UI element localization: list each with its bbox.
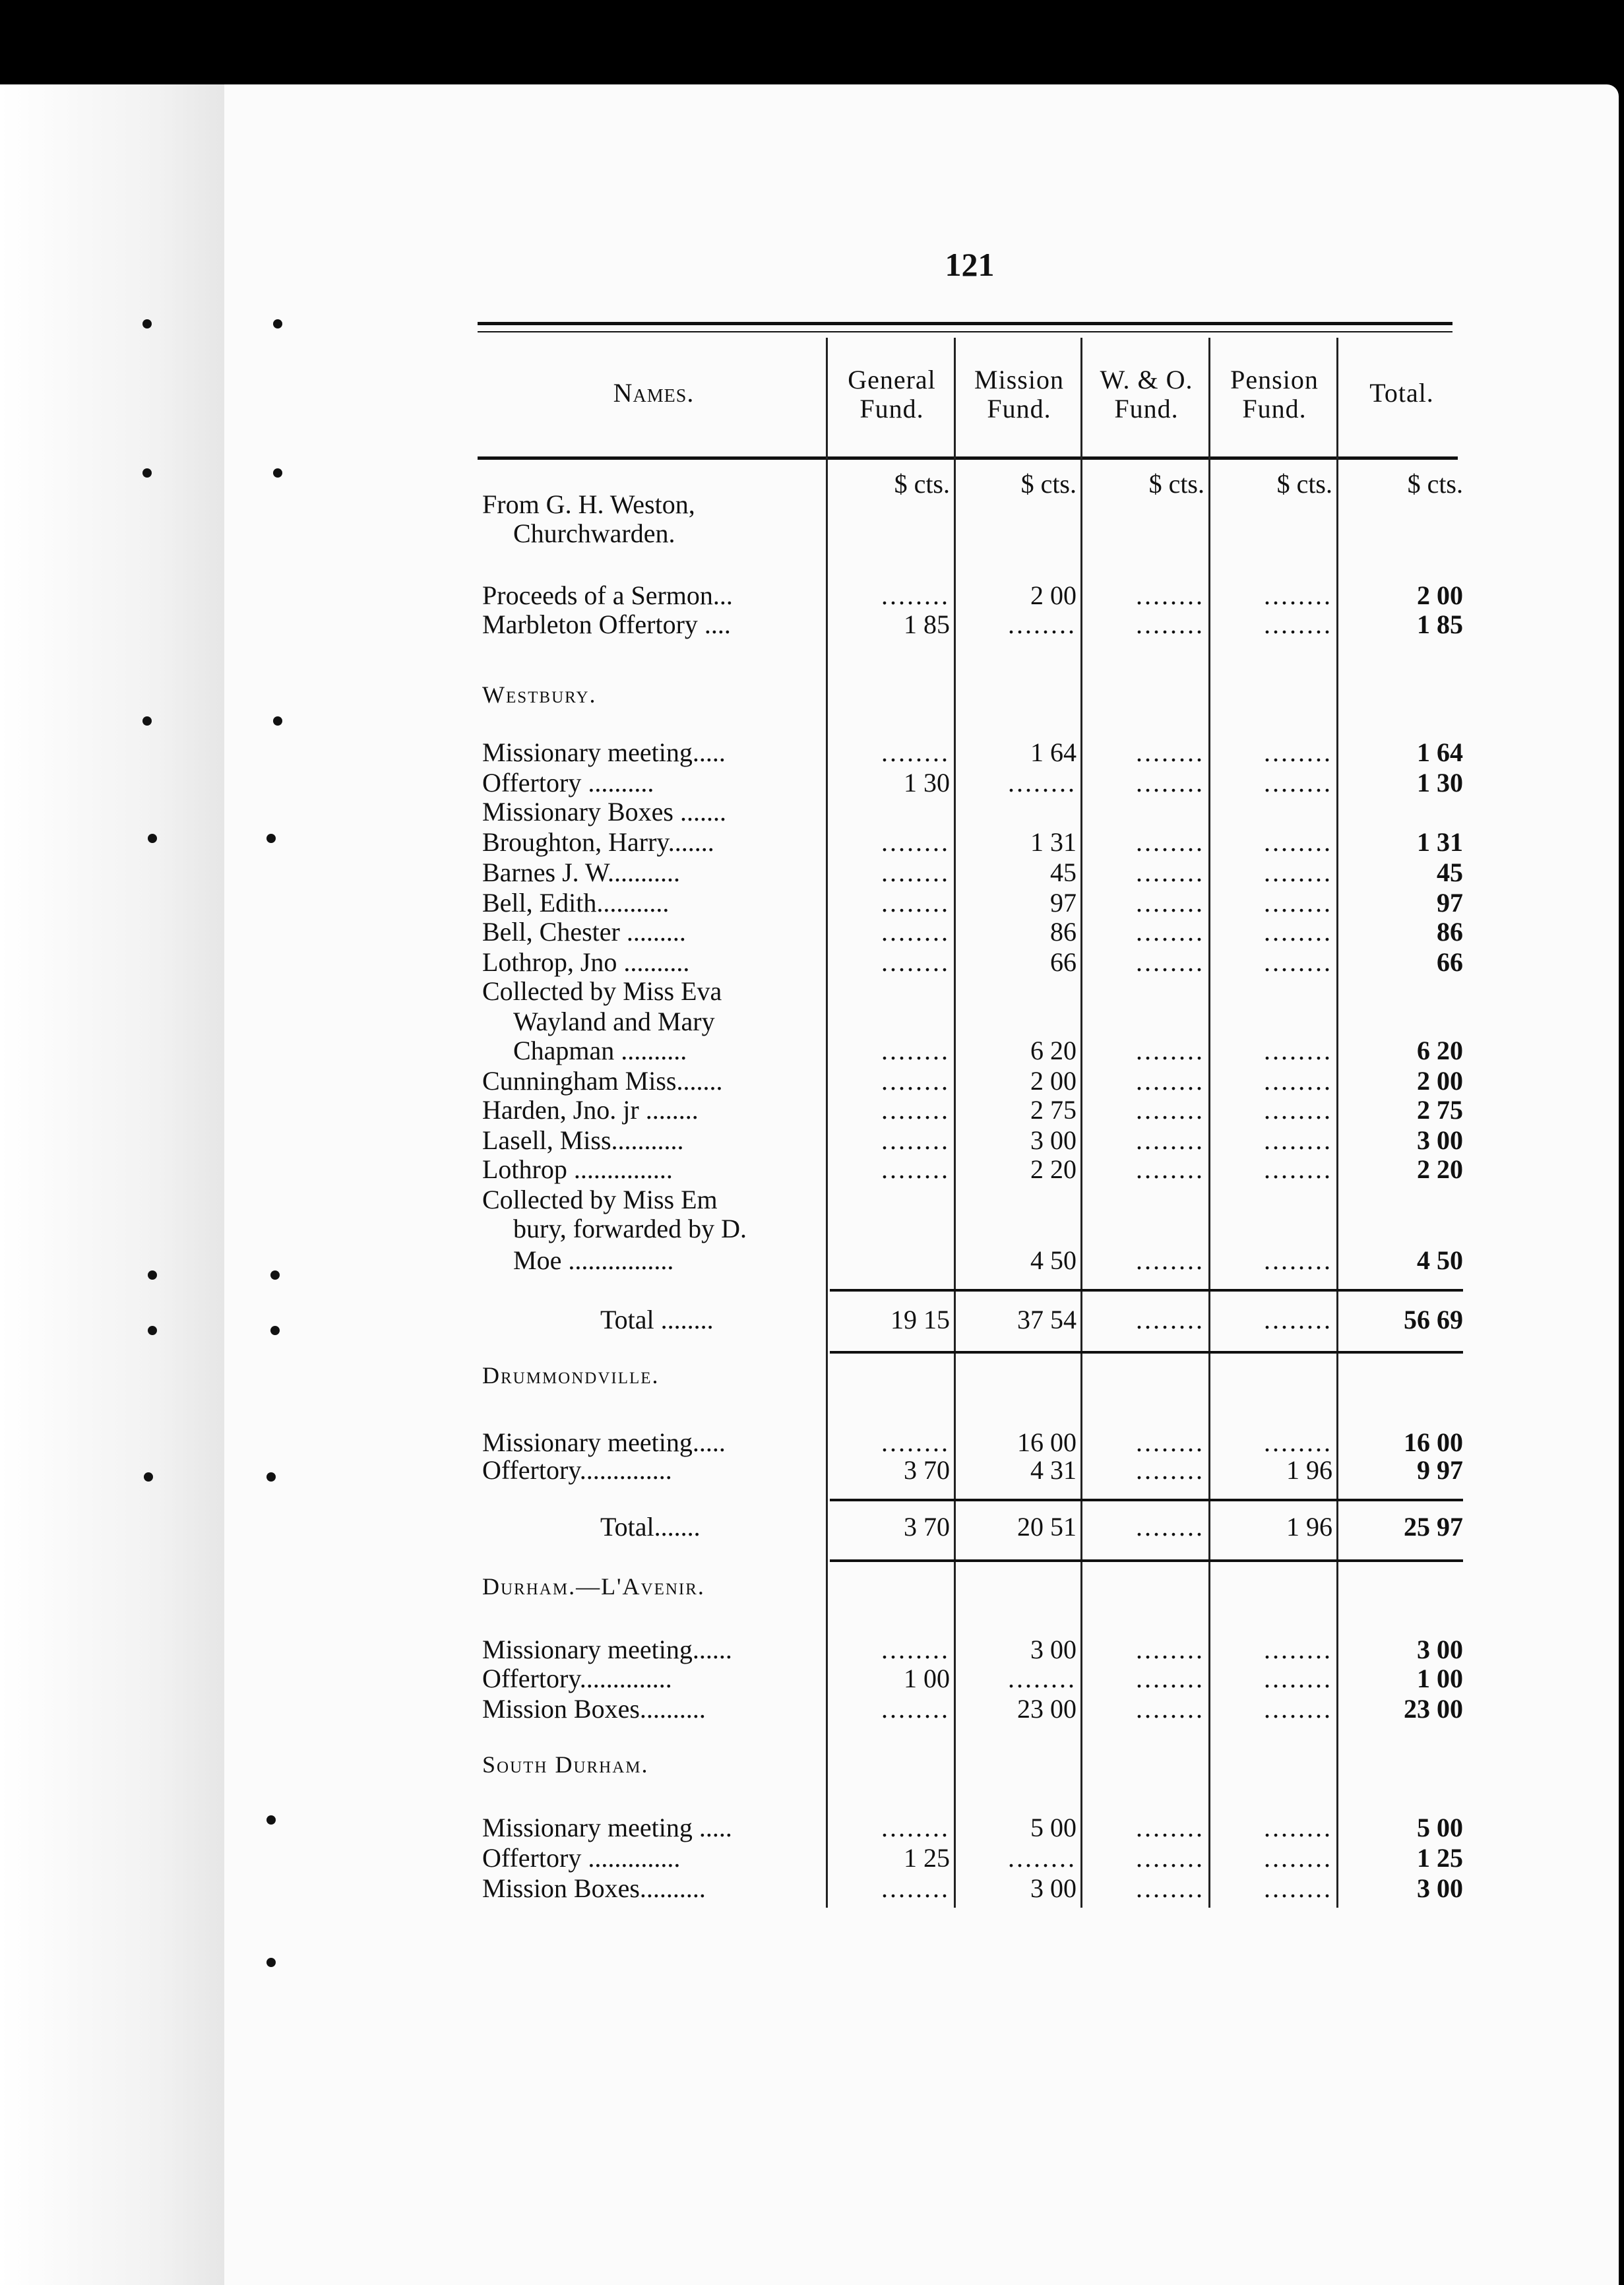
row-name: Lasell, Miss........... <box>482 1125 684 1155</box>
cell-pension: 1 96 <box>1286 1512 1332 1542</box>
cell-wo: ........ <box>1136 1455 1204 1485</box>
cell-total: 2 00 <box>1417 580 1463 610</box>
cell-mission: 2 20 <box>1030 1154 1077 1184</box>
cell-pension: ........ <box>1264 1305 1332 1334</box>
cell-pension: ........ <box>1264 580 1332 610</box>
row-name: Collected by Miss Em <box>482 1185 718 1214</box>
row-name: Missionary Boxes ....... <box>482 797 726 827</box>
row-name: Bell, Edith........... <box>482 888 670 918</box>
header-total: Total. <box>1369 378 1434 408</box>
header-general-fund: General Fund. <box>848 365 936 423</box>
cell-mission: 16 00 <box>1017 1427 1077 1457</box>
cell-mission: 5 00 <box>1030 1813 1077 1842</box>
table-row <box>0 1305 1624 1335</box>
cell-mission: 2 00 <box>1030 1066 1077 1096</box>
cts-pension: $ cts. <box>1276 469 1332 499</box>
cell-wo: ........ <box>1136 1664 1204 1693</box>
cell-mission: 37 54 <box>1017 1305 1077 1334</box>
table-row <box>0 768 1624 798</box>
section-drummondville: Drummondville. <box>482 1362 660 1389</box>
cell-mission: 3 00 <box>1030 1635 1077 1664</box>
table-row <box>0 1125 1624 1156</box>
table-row <box>0 489 1624 520</box>
row-name: bury, forwarded by D. <box>513 1214 747 1243</box>
table-row <box>0 518 1624 549</box>
header-pension-fund: Pension Fund. <box>1230 365 1319 423</box>
cell-wo: ........ <box>1136 1512 1204 1542</box>
table-row <box>0 1036 1624 1066</box>
cell-wo: ........ <box>1136 827 1204 857</box>
table-row <box>0 1843 1624 1873</box>
cell-total: 5 00 <box>1417 1813 1463 1842</box>
cell-pension: ........ <box>1264 737 1332 767</box>
section-durham: Durham.—L'Avenir. <box>482 1573 705 1600</box>
cell-pension: ........ <box>1264 1066 1332 1096</box>
cell-total: 2 20 <box>1417 1154 1463 1184</box>
cell-mission: 66 <box>1050 947 1077 977</box>
binding-hole <box>142 468 152 478</box>
row-name: Mission Boxes.......... <box>482 1694 706 1724</box>
binding-hole <box>273 716 282 726</box>
cell-wo: ........ <box>1136 1427 1204 1457</box>
cell-wo: ........ <box>1136 858 1204 887</box>
cell-total: 1 64 <box>1417 737 1463 767</box>
cell-wo: ........ <box>1136 1095 1204 1125</box>
table-row <box>0 1427 1624 1458</box>
cell-general: ........ <box>881 858 950 887</box>
cell-wo: ........ <box>1136 580 1204 610</box>
cell-pension: ........ <box>1264 1095 1332 1125</box>
table-row <box>0 1813 1624 1843</box>
table-row <box>0 947 1624 978</box>
table-row <box>0 1664 1624 1694</box>
cell-general: ........ <box>881 737 950 767</box>
cell-general: ........ <box>881 1694 950 1724</box>
cell-general: ........ <box>881 947 950 977</box>
table-row <box>0 858 1624 888</box>
cell-total: 97 <box>1437 888 1463 918</box>
cell-mission: 4 31 <box>1030 1455 1077 1485</box>
cell-mission: 2 00 <box>1030 580 1077 610</box>
table-row <box>0 580 1624 611</box>
cell-wo: ........ <box>1136 947 1204 977</box>
cell-general: 1 00 <box>904 1664 950 1693</box>
cell-pension: 1 96 <box>1286 1455 1332 1485</box>
table-row <box>0 610 1624 640</box>
cell-wo: ........ <box>1136 737 1204 767</box>
row-name: Missionary meeting ..... <box>482 1813 732 1842</box>
row-name: Broughton, Harry....... <box>482 827 714 857</box>
row-name: Total ........ <box>600 1305 714 1334</box>
cell-mission: 97 <box>1050 888 1077 918</box>
cell-total: 3 00 <box>1417 1873 1463 1903</box>
cell-pension: ........ <box>1264 917 1332 947</box>
row-name: Harden, Jno. jr ........ <box>482 1095 699 1125</box>
cell-wo: ........ <box>1136 1635 1204 1664</box>
total-rule <box>830 1499 1463 1501</box>
cell-total: 6 20 <box>1417 1036 1463 1065</box>
row-name: Cunningham Miss....... <box>482 1066 723 1096</box>
row-name: Lothrop, Jno .......... <box>482 947 690 977</box>
cell-wo: ........ <box>1136 768 1204 798</box>
table-row <box>0 1512 1624 1542</box>
cell-total: 4 50 <box>1417 1245 1463 1275</box>
cell-total: 86 <box>1437 917 1463 947</box>
cell-mission: 3 00 <box>1030 1873 1077 1903</box>
cell-mission: 4 50 <box>1030 1245 1077 1275</box>
cell-general: 3 70 <box>904 1455 950 1485</box>
cell-total: 1 25 <box>1417 1843 1463 1873</box>
cell-total: 56 69 <box>1404 1305 1463 1334</box>
cell-pension: ........ <box>1264 1635 1332 1664</box>
cell-mission: ........ <box>1008 768 1077 798</box>
row-name: Total....... <box>600 1512 701 1542</box>
row-name: Missionary meeting..... <box>482 1427 726 1457</box>
cell-pension: ........ <box>1264 1154 1332 1184</box>
cell-pension: ........ <box>1264 888 1332 918</box>
cts-total: $ cts. <box>1407 469 1463 499</box>
total-rule <box>830 1559 1463 1562</box>
cell-wo: ........ <box>1136 1873 1204 1903</box>
cell-general: ........ <box>881 1635 950 1664</box>
binding-hole <box>142 319 152 329</box>
cell-mission: 6 20 <box>1030 1036 1077 1065</box>
cell-general: ........ <box>881 1813 950 1842</box>
cell-wo: ........ <box>1136 610 1204 639</box>
cell-pension: ........ <box>1264 768 1332 798</box>
header-mission-fund: Mission Fund. <box>974 365 1064 423</box>
cell-total: 3 00 <box>1417 1635 1463 1664</box>
binding-hole <box>142 716 152 726</box>
cell-wo: ........ <box>1136 1694 1204 1724</box>
table-row <box>0 1185 1624 1215</box>
row-name: Missionary meeting...... <box>482 1635 732 1664</box>
cell-mission: ........ <box>1008 1664 1077 1693</box>
cell-total: 45 <box>1437 858 1463 887</box>
cell-pension: ........ <box>1264 1245 1332 1275</box>
cell-mission: 86 <box>1050 917 1077 947</box>
row-name: Bell, Chester ......... <box>482 917 686 947</box>
table-row <box>0 1066 1624 1096</box>
cell-total: 16 00 <box>1404 1427 1463 1457</box>
row-name: Marbleton Offertory .... <box>482 610 731 639</box>
table-row <box>0 976 1624 1007</box>
cts-wo: $ cts. <box>1148 469 1204 499</box>
cell-total: 2 00 <box>1417 1066 1463 1096</box>
table-row <box>0 737 1624 768</box>
cell-mission: 23 00 <box>1017 1694 1077 1724</box>
cell-mission: ........ <box>1008 610 1077 639</box>
cell-general: ........ <box>881 1873 950 1903</box>
total-rule <box>830 1289 1463 1292</box>
total-rule <box>830 1351 1463 1354</box>
cell-general: ........ <box>881 1066 950 1096</box>
cell-total: 23 00 <box>1404 1694 1463 1724</box>
header-wo-fund: W. & O. Fund. <box>1100 365 1193 423</box>
cell-wo: ........ <box>1136 1813 1204 1842</box>
table-row <box>0 1635 1624 1665</box>
cell-pension: ........ <box>1264 1125 1332 1155</box>
row-name: From G. H. Weston, <box>482 489 695 519</box>
table-row <box>0 1214 1624 1244</box>
cell-pension: ........ <box>1264 858 1332 887</box>
cell-general: 3 70 <box>904 1512 950 1542</box>
cell-general: ........ <box>881 1427 950 1457</box>
cell-total: 1 00 <box>1417 1664 1463 1693</box>
cell-pension: ........ <box>1264 1843 1332 1873</box>
cell-total: 1 31 <box>1417 827 1463 857</box>
cell-wo: ........ <box>1136 1843 1204 1873</box>
cts-mission: $ cts. <box>1020 469 1077 499</box>
cell-total: 3 00 <box>1417 1125 1463 1155</box>
cell-pension: ........ <box>1264 1036 1332 1065</box>
cell-pension: ........ <box>1264 1813 1332 1842</box>
cell-total: 66 <box>1437 947 1463 977</box>
top-rule-thin <box>478 331 1452 332</box>
cell-total: 1 30 <box>1417 768 1463 798</box>
cell-wo: ........ <box>1136 888 1204 918</box>
cell-general: 1 85 <box>904 610 950 639</box>
cell-general: ........ <box>881 827 950 857</box>
table-row <box>0 1007 1624 1037</box>
row-name: Offertory.............. <box>482 1455 672 1485</box>
table-row <box>0 1095 1624 1125</box>
table-row <box>0 1154 1624 1185</box>
binding-hole <box>273 319 282 329</box>
section-south-durham: South Durham. <box>482 1751 649 1778</box>
cts-general: $ cts. <box>894 469 950 499</box>
cell-pension: ........ <box>1264 1664 1332 1693</box>
cell-wo: ........ <box>1136 1125 1204 1155</box>
table-row <box>0 797 1624 827</box>
cell-wo: ........ <box>1136 1154 1204 1184</box>
cell-wo: ........ <box>1136 917 1204 947</box>
cell-mission: 45 <box>1050 858 1077 887</box>
cell-general: ........ <box>881 1036 950 1065</box>
cell-wo: ........ <box>1136 1036 1204 1065</box>
cell-general: ........ <box>881 1125 950 1155</box>
cell-mission: 20 51 <box>1017 1512 1077 1542</box>
row-name: Chapman .......... <box>513 1036 687 1065</box>
cell-general: ........ <box>881 580 950 610</box>
cell-pension: ........ <box>1264 1873 1332 1903</box>
cell-general: ........ <box>881 1095 950 1125</box>
row-name: Collected by Miss Eva <box>482 976 722 1006</box>
binding-hole <box>266 1958 276 1967</box>
cell-mission: 3 00 <box>1030 1125 1077 1155</box>
cell-pension: ........ <box>1264 827 1332 857</box>
row-name: Offertory.............. <box>482 1664 672 1693</box>
cell-general: 1 30 <box>904 768 950 798</box>
row-name: Missionary meeting..... <box>482 737 726 767</box>
row-name: Lothrop ............... <box>482 1154 673 1184</box>
row-name: Offertory .......... <box>482 768 654 798</box>
section-westbury: Westbury. <box>482 681 597 708</box>
page-number: 121 <box>945 246 995 283</box>
cell-total: 25 97 <box>1404 1512 1463 1542</box>
cell-total: 1 85 <box>1417 610 1463 639</box>
cell-general: ........ <box>881 1154 950 1184</box>
cell-pension: ........ <box>1264 1427 1332 1457</box>
table-row <box>0 1873 1624 1904</box>
cell-pension: ........ <box>1264 1694 1332 1724</box>
header-names: Names. <box>613 378 695 408</box>
cell-total: 2 75 <box>1417 1095 1463 1125</box>
cell-mission: 1 31 <box>1030 827 1077 857</box>
table-row <box>0 888 1624 918</box>
cell-general: 1 25 <box>904 1843 950 1873</box>
row-name: Barnes J. W........... <box>482 858 680 887</box>
top-rule <box>478 322 1452 325</box>
table-row <box>0 1455 1624 1486</box>
row-name: Moe ................ <box>513 1245 674 1275</box>
cell-mission: 1 64 <box>1030 737 1077 767</box>
row-name: Wayland and Mary <box>513 1007 715 1036</box>
cell-pension: ........ <box>1264 947 1332 977</box>
row-name: Offertory .............. <box>482 1843 681 1873</box>
cell-wo: ........ <box>1136 1305 1204 1334</box>
row-name: Mission Boxes.......... <box>482 1873 706 1903</box>
binding-hole <box>273 468 282 478</box>
table-row <box>0 1245 1624 1276</box>
cell-total: 9 97 <box>1417 1455 1463 1485</box>
cell-general: ........ <box>881 917 950 947</box>
cell-general: 19 15 <box>890 1305 950 1334</box>
cell-general: ........ <box>881 888 950 918</box>
row-name: Proceeds of a Sermon... <box>482 580 733 610</box>
table-row <box>0 827 1624 858</box>
cell-wo: ........ <box>1136 1245 1204 1275</box>
header-rule <box>478 456 1458 460</box>
table-row <box>0 1694 1624 1724</box>
cell-mission: 2 75 <box>1030 1095 1077 1125</box>
cell-mission: ........ <box>1008 1843 1077 1873</box>
row-name: Churchwarden. <box>513 518 675 548</box>
cell-pension: ........ <box>1264 610 1332 639</box>
table-row <box>0 917 1624 947</box>
cell-wo: ........ <box>1136 1066 1204 1096</box>
